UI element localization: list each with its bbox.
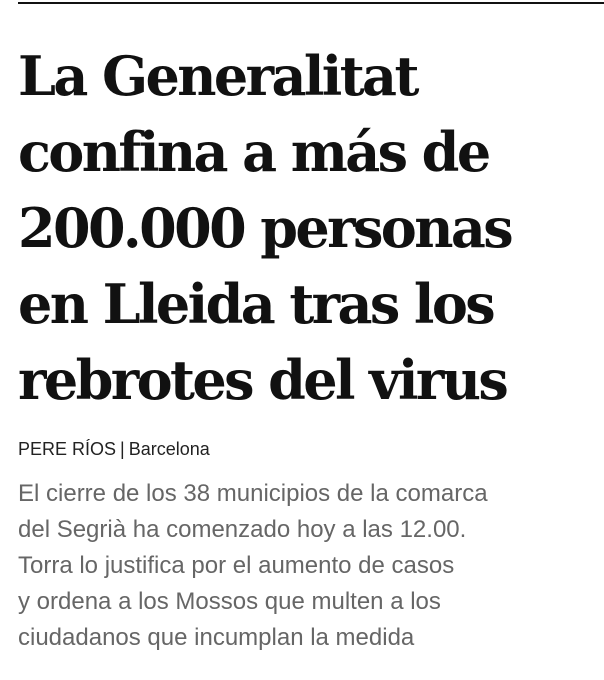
top-divider — [18, 2, 604, 4]
headline-line: rebrotes del virus — [18, 348, 507, 412]
headline-line: confina a más de — [18, 120, 489, 184]
standfirst-line: Torra lo justifica por el aumento de casos — [18, 552, 455, 579]
standfirst-line: El cierre de los 38 municipios de la comarca — [18, 480, 488, 507]
headline[interactable] — [18, 38, 598, 418]
byline-separator: | — [120, 439, 125, 459]
article-header — [18, 38, 598, 680]
standfirst-line: y ordena a los Mossos que multen a los — [18, 588, 441, 615]
headline-line: La Generalitat — [18, 44, 417, 108]
standfirst-line: ciudadanos que incumplan la medida — [18, 624, 415, 651]
standfirst — [18, 476, 598, 656]
dateline-location: Barcelona — [128, 439, 210, 459]
author-link[interactable]: PERE RÍOS — [18, 439, 117, 459]
headline-line: 200.000 personas — [18, 196, 512, 260]
headline-line: en Lleida tras los — [18, 272, 494, 336]
standfirst-line: del Segrià ha comenzado hoy a las 12.00. — [18, 516, 467, 543]
byline — [18, 438, 598, 460]
